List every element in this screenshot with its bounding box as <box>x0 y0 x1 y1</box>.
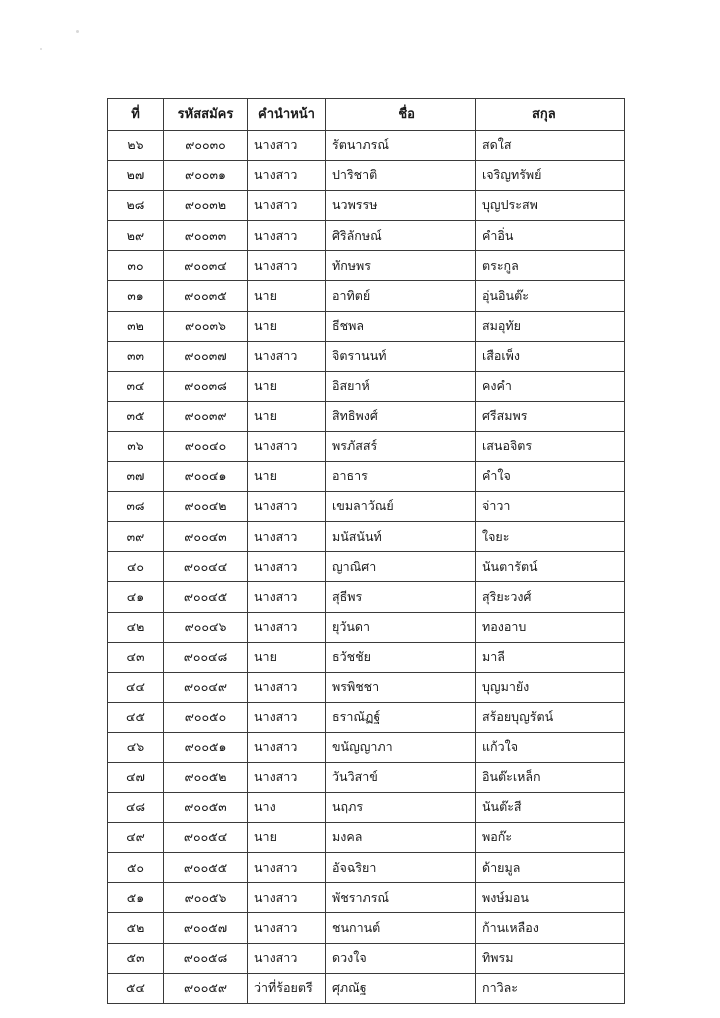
cell-first-name: ธราณัฏฐ์ <box>326 702 476 732</box>
cell-title-prefix: นาย <box>248 462 326 492</box>
table-row <box>108 281 625 311</box>
cell-last-name: สมอุทัย <box>476 311 625 341</box>
table-row <box>108 462 625 492</box>
cell-last-name: พงษ์มอน <box>476 883 625 913</box>
cell-applicant-code: ๙๐๐๔๕ <box>164 582 248 612</box>
cell-last-name: กาวิละ <box>476 973 625 1003</box>
cell-number: ๓๘ <box>108 492 164 522</box>
cell-first-name: พัชราภรณ์ <box>326 883 476 913</box>
cell-title-prefix: นางสาว <box>248 702 326 732</box>
table-row <box>108 913 625 943</box>
cell-first-name: ธวัชชัย <box>326 642 476 672</box>
cell-last-name: เสนอจิตร <box>476 431 625 461</box>
cell-last-name: บุญประสพ <box>476 191 625 221</box>
cell-last-name: เสือเพ็ง <box>476 341 625 371</box>
cell-number: ๔๕ <box>108 702 164 732</box>
table-row <box>108 191 625 221</box>
cell-first-name: ธีชพล <box>326 311 476 341</box>
table-row <box>108 793 625 823</box>
cell-first-name: ทักษพร <box>326 251 476 281</box>
cell-first-name: มนัสนันท์ <box>326 522 476 552</box>
cell-number: ๕๔ <box>108 973 164 1003</box>
cell-title-prefix: นางสาว <box>248 853 326 883</box>
cell-first-name: อาทิตย์ <box>326 281 476 311</box>
cell-number: ๓๓ <box>108 341 164 371</box>
cell-applicant-code: ๙๐๐๓๖ <box>164 311 248 341</box>
cell-first-name: นวพรรษ <box>326 191 476 221</box>
cell-applicant-code: ๙๐๐๓๒ <box>164 191 248 221</box>
table-row <box>108 732 625 762</box>
cell-last-name: เจริญทรัพย์ <box>476 161 625 191</box>
cell-title-prefix: นางสาว <box>248 492 326 522</box>
cell-title-prefix: นาย <box>248 311 326 341</box>
cell-title-prefix: นางสาว <box>248 191 326 221</box>
table-row <box>108 492 625 522</box>
header-number: ที่ <box>108 99 164 131</box>
cell-number: ๔๙ <box>108 823 164 853</box>
cell-last-name: คำใจ <box>476 462 625 492</box>
table-row <box>108 401 625 431</box>
cell-number: ๒๗ <box>108 161 164 191</box>
cell-applicant-code: ๙๐๐๕๖ <box>164 883 248 913</box>
header-first-name: ชื่อ <box>326 99 476 131</box>
cell-first-name: นฤภร <box>326 793 476 823</box>
cell-title-prefix: นาย <box>248 281 326 311</box>
cell-last-name: ก้านเหลือง <box>476 913 625 943</box>
cell-number: ๓๙ <box>108 522 164 552</box>
cell-applicant-code: ๙๐๐๕๐ <box>164 702 248 732</box>
cell-number: ๔๓ <box>108 642 164 672</box>
table-row <box>108 612 625 642</box>
cell-first-name: ยุวันดา <box>326 612 476 642</box>
cell-last-name: พอก๊ะ <box>476 823 625 853</box>
table-row <box>108 582 625 612</box>
cell-title-prefix: นางสาว <box>248 221 326 251</box>
table-row <box>108 973 625 1003</box>
table-row <box>108 672 625 702</box>
cell-number: ๓๒ <box>108 311 164 341</box>
cell-applicant-code: ๙๐๐๕๘ <box>164 943 248 973</box>
cell-number: ๓๔ <box>108 371 164 401</box>
cell-last-name: ตระกูล <box>476 251 625 281</box>
cell-first-name: รัตนาภรณ์ <box>326 131 476 161</box>
cell-first-name: อิสยาห์ <box>326 371 476 401</box>
cell-title-prefix: นางสาว <box>248 131 326 161</box>
cell-applicant-code: ๙๐๐๓๐ <box>164 131 248 161</box>
cell-applicant-code: ๙๐๐๓๑ <box>164 161 248 191</box>
cell-applicant-code: ๙๐๐๕๒ <box>164 762 248 792</box>
cell-number: ๕๐ <box>108 853 164 883</box>
table-row <box>108 522 625 552</box>
cell-last-name: ทองอาบ <box>476 612 625 642</box>
cell-number: ๓๖ <box>108 431 164 461</box>
cell-first-name: ศุภณัฐ <box>326 973 476 1003</box>
cell-first-name: จิตรานนท์ <box>326 341 476 371</box>
cell-applicant-code: ๙๐๐๓๔ <box>164 251 248 281</box>
cell-applicant-code: ๙๐๐๕๗ <box>164 913 248 943</box>
cell-number: ๒๙ <box>108 221 164 251</box>
cell-title-prefix: นางสาว <box>248 341 326 371</box>
cell-title-prefix: นาย <box>248 823 326 853</box>
applicant-table <box>107 98 625 1004</box>
cell-last-name: ศรีสมพร <box>476 401 625 431</box>
cell-last-name: บุญมายัง <box>476 672 625 702</box>
table-row <box>108 161 625 191</box>
cell-first-name: สุธีพร <box>326 582 476 612</box>
cell-title-prefix: นางสาว <box>248 883 326 913</box>
cell-last-name: คงคำ <box>476 371 625 401</box>
cell-applicant-code: ๙๐๐๔๑ <box>164 462 248 492</box>
cell-first-name: อาธาร <box>326 462 476 492</box>
cell-title-prefix: นางสาว <box>248 913 326 943</box>
scan-speck <box>40 48 42 50</box>
cell-title-prefix: นางสาว <box>248 762 326 792</box>
table-row <box>108 883 625 913</box>
cell-number: ๔๑ <box>108 582 164 612</box>
cell-last-name: คำอิ่น <box>476 221 625 251</box>
cell-first-name: พรภัสสร์ <box>326 431 476 461</box>
cell-title-prefix: นางสาว <box>248 732 326 762</box>
table-row <box>108 823 625 853</box>
table-row <box>108 431 625 461</box>
cell-applicant-code: ๙๐๐๓๓ <box>164 221 248 251</box>
cell-applicant-code: ๙๐๐๔๔ <box>164 552 248 582</box>
cell-number: ๓๗ <box>108 462 164 492</box>
cell-first-name: ชนกานต์ <box>326 913 476 943</box>
cell-number: ๒๖ <box>108 131 164 161</box>
cell-last-name: นันต๊ะสี <box>476 793 625 823</box>
header-last-name: สกุล <box>476 99 625 131</box>
table-row <box>108 311 625 341</box>
cell-applicant-code: ๙๐๐๓๕ <box>164 281 248 311</box>
cell-last-name: อุ่นอินต๊ะ <box>476 281 625 311</box>
cell-applicant-code: ๙๐๐๔๓ <box>164 522 248 552</box>
cell-title-prefix: ว่าที่ร้อยตรี <box>248 973 326 1003</box>
cell-number: ๔๘ <box>108 793 164 823</box>
cell-last-name: อินต๊ะเหล็ก <box>476 762 625 792</box>
cell-title-prefix: นางสาว <box>248 161 326 191</box>
cell-number: ๓๑ <box>108 281 164 311</box>
table-row <box>108 371 625 401</box>
cell-title-prefix: นางสาว <box>248 431 326 461</box>
cell-title-prefix: นางสาว <box>248 552 326 582</box>
cell-applicant-code: ๙๐๐๓๗ <box>164 341 248 371</box>
cell-title-prefix: นาง <box>248 793 326 823</box>
cell-title-prefix: นางสาว <box>248 522 326 552</box>
cell-number: ๓๕ <box>108 401 164 431</box>
table-row <box>108 853 625 883</box>
cell-title-prefix: นางสาว <box>248 582 326 612</box>
cell-applicant-code: ๙๐๐๔๙ <box>164 672 248 702</box>
cell-applicant-code: ๙๐๐๔๘ <box>164 642 248 672</box>
cell-number: ๔๗ <box>108 762 164 792</box>
cell-number: ๓๐ <box>108 251 164 281</box>
cell-last-name: ด้ายมูล <box>476 853 625 883</box>
cell-last-name: สุริยะวงศ์ <box>476 582 625 612</box>
cell-last-name: สดใส <box>476 131 625 161</box>
cell-applicant-code: ๙๐๐๔๐ <box>164 431 248 461</box>
cell-title-prefix: นางสาว <box>248 672 326 702</box>
table-header <box>108 99 625 131</box>
cell-first-name: ดวงใจ <box>326 943 476 973</box>
table-row <box>108 943 625 973</box>
cell-first-name: อัจฉริยา <box>326 853 476 883</box>
cell-first-name: ปาริชาติ <box>326 161 476 191</box>
cell-applicant-code: ๙๐๐๔๖ <box>164 612 248 642</box>
cell-applicant-code: ๙๐๐๕๙ <box>164 973 248 1003</box>
table-row <box>108 642 625 672</box>
table-row <box>108 341 625 371</box>
header-title-prefix: คำนำหน้า <box>248 99 326 131</box>
cell-number: ๕๓ <box>108 943 164 973</box>
cell-first-name: ญาณิศา <box>326 552 476 582</box>
cell-title-prefix: นาย <box>248 401 326 431</box>
cell-last-name: ทิพรม <box>476 943 625 973</box>
cell-number: ๕๑ <box>108 883 164 913</box>
cell-last-name: ใจยะ <box>476 522 625 552</box>
cell-applicant-code: ๙๐๐๕๔ <box>164 823 248 853</box>
cell-last-name: แก้วใจ <box>476 732 625 762</box>
cell-first-name: ขนัญญาภา <box>326 732 476 762</box>
cell-title-prefix: นางสาว <box>248 943 326 973</box>
cell-title-prefix: นาย <box>248 371 326 401</box>
cell-number: ๔๖ <box>108 732 164 762</box>
cell-first-name: สิทธิพงศ์ <box>326 401 476 431</box>
cell-last-name: สร้อยบุญรัตน์ <box>476 702 625 732</box>
header-row <box>108 99 625 131</box>
cell-applicant-code: ๙๐๐๓๙ <box>164 401 248 431</box>
cell-first-name: ศิริลักษณ์ <box>326 221 476 251</box>
cell-last-name: มาลี <box>476 642 625 672</box>
table-row <box>108 221 625 251</box>
table-row <box>108 762 625 792</box>
cell-applicant-code: ๙๐๐๕๑ <box>164 732 248 762</box>
table-row <box>108 131 625 161</box>
cell-last-name: นันตารัตน์ <box>476 552 625 582</box>
cell-number: ๒๘ <box>108 191 164 221</box>
table-body <box>108 131 625 1004</box>
cell-number: ๕๒ <box>108 913 164 943</box>
cell-applicant-code: ๙๐๐๓๘ <box>164 371 248 401</box>
cell-number: ๔๔ <box>108 672 164 702</box>
table-row <box>108 702 625 732</box>
cell-title-prefix: นางสาว <box>248 612 326 642</box>
cell-applicant-code: ๙๐๐๕๓ <box>164 793 248 823</box>
cell-last-name: จ่าวา <box>476 492 625 522</box>
cell-applicant-code: ๙๐๐๔๒ <box>164 492 248 522</box>
header-applicant-code: รหัสสมัคร <box>164 99 248 131</box>
table-row <box>108 552 625 582</box>
cell-title-prefix: นางสาว <box>248 251 326 281</box>
cell-number: ๔๐ <box>108 552 164 582</box>
table-row <box>108 251 625 281</box>
cell-first-name: เขมลาวัณย์ <box>326 492 476 522</box>
cell-number: ๔๒ <box>108 612 164 642</box>
scan-speck <box>76 30 79 33</box>
cell-first-name: มงคล <box>326 823 476 853</box>
cell-title-prefix: นาย <box>248 642 326 672</box>
cell-first-name: วันวิสาข์ <box>326 762 476 792</box>
cell-first-name: พรพิชชา <box>326 672 476 702</box>
cell-applicant-code: ๙๐๐๕๕ <box>164 853 248 883</box>
